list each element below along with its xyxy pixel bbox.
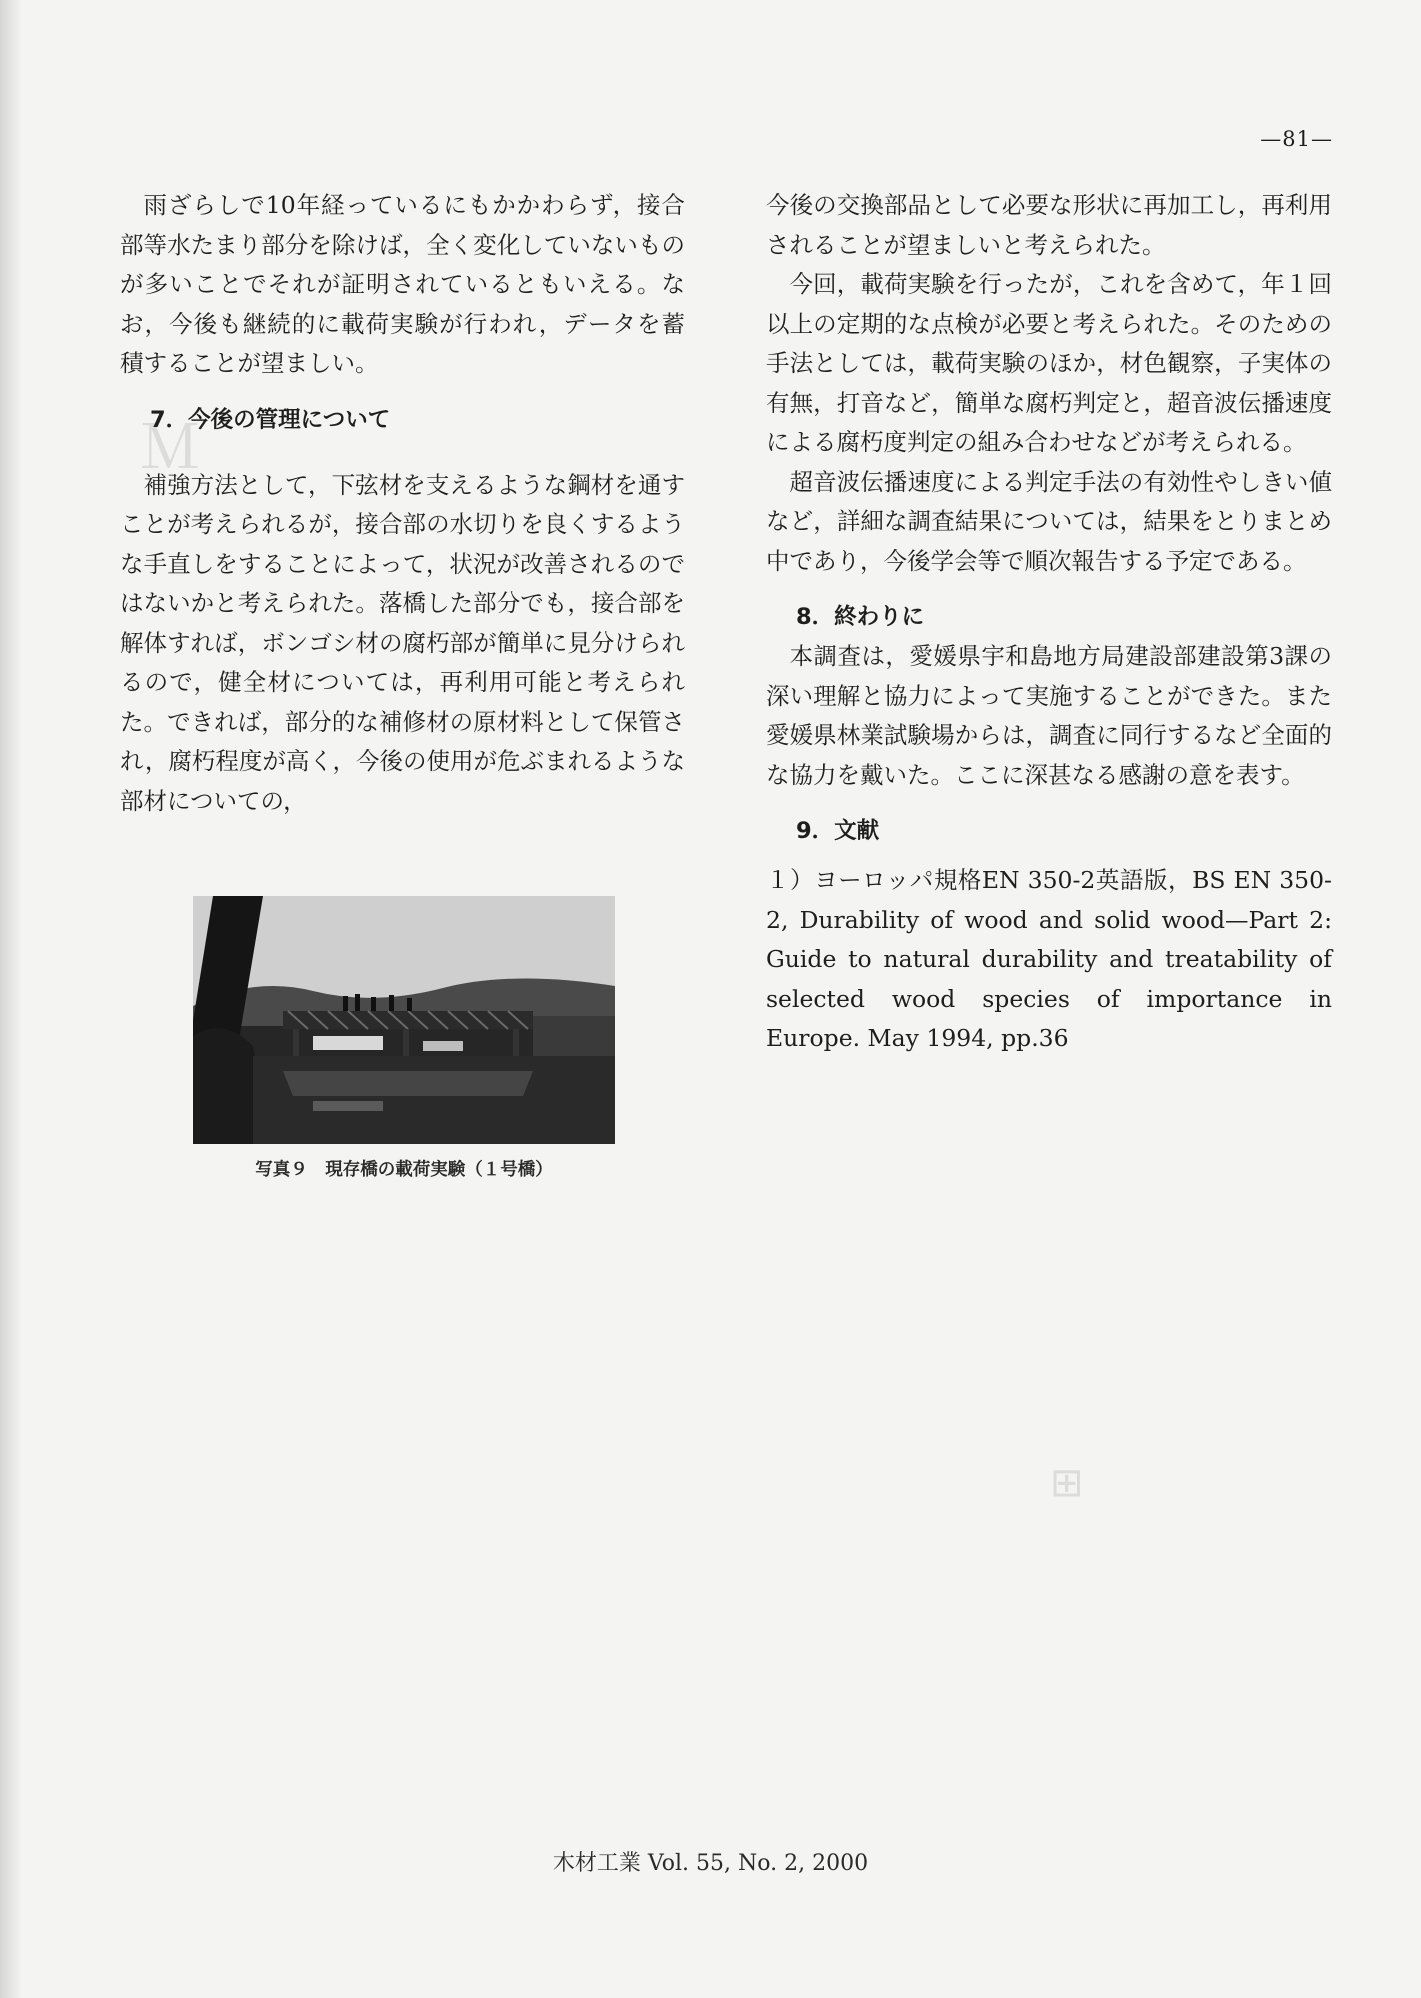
left-column [120, 186, 685, 821]
ultrasonic-paragraph: 超音波伝播速度による判定手法の有効性やしきい値など，詳細な調査結果については，結果をとりまとめ中であり，今後学会等で順次報告する予定である。 [766, 467, 1332, 575]
right-column [766, 186, 1332, 1059]
bridge-photo [193, 896, 615, 1144]
intro-paragraph: 雨ざらしで10年経っているにもかかわらず，接合部等水たまり部分を除けば，全く変化していないものが多いことでそれが証明されているともいえる。なお，今後も継続的に載荷実験が行われ，データを蓄積することが望ましい。 [120, 191, 685, 377]
journal-footer: 木材工業 Vol. 55, No. 2, 2000 [552, 1851, 869, 1876]
page-number: —81— [1260, 127, 1333, 151]
page-edge-shadow [0, 0, 22, 1998]
section-7-heading: 7．今後の管理について [150, 406, 391, 433]
section-7-paragraph: 補強方法として，下弦材を支えるような鋼材を通すことが考えられるが，接合部の水切りを良くするような手直しをすることによって，状況が改善されるのではないかと考えられた。落橋した部分でも，接合部を解体すれば，ボンゴシ材の腐朽部が簡単に見分けられるので，健全材については，再利用可能と考えられた。できれば，部分的な補修材の原材料として保管され，腐朽程度が高く，今後の使用が危ぶまれるような部材についての， [120, 470, 685, 815]
continuation-paragraph: 今後の交換部品として必要な形状に再加工し，再利用されることが望ましいと考えられた。 [766, 191, 1332, 259]
reference-1: １）ヨーロッパ規格EN 350-2英語版，BS EN 350-2, Durability of wood and solid wood—Part 2: Guide to natural durability and treatability of selected wood species of importance in Europe. May 1994, pp.36 [766, 866, 1332, 1052]
section-9-heading: 9．文献 [796, 818, 880, 844]
show-through-artifact: ⊞ [1050, 1460, 1084, 1506]
photo-caption: 写真９ 現存橋の載荷実験（１号橋） [255, 1160, 553, 1180]
bridge-photo-image [193, 896, 615, 1144]
section-8-paragraph: 本調査は，愛媛県宇和島地方局建設部建設第3課の深い理解と協力によって実施することができた。また愛媛県林業試験場からは，調査に同行するなど全面的な協力を戴いた。ここに深甚なる感謝の意を表す。 [766, 642, 1332, 789]
show-through-artifact: Ｍ [140, 413, 200, 483]
inspection-paragraph: 今回，載荷実験を行ったが，これを含めて，年１回以上の定期的な点検が必要と考えられた。そのための手法としては，載荷実験のほか，材色観察，子実体の有無，打音など，簡単な腐朽判定と，超音波伝播速度による腐朽度判定の組み合わせなどが考えられる。 [766, 270, 1332, 456]
photo-9 [193, 896, 615, 1181]
section-8-heading: 8．終わりに [796, 604, 925, 630]
